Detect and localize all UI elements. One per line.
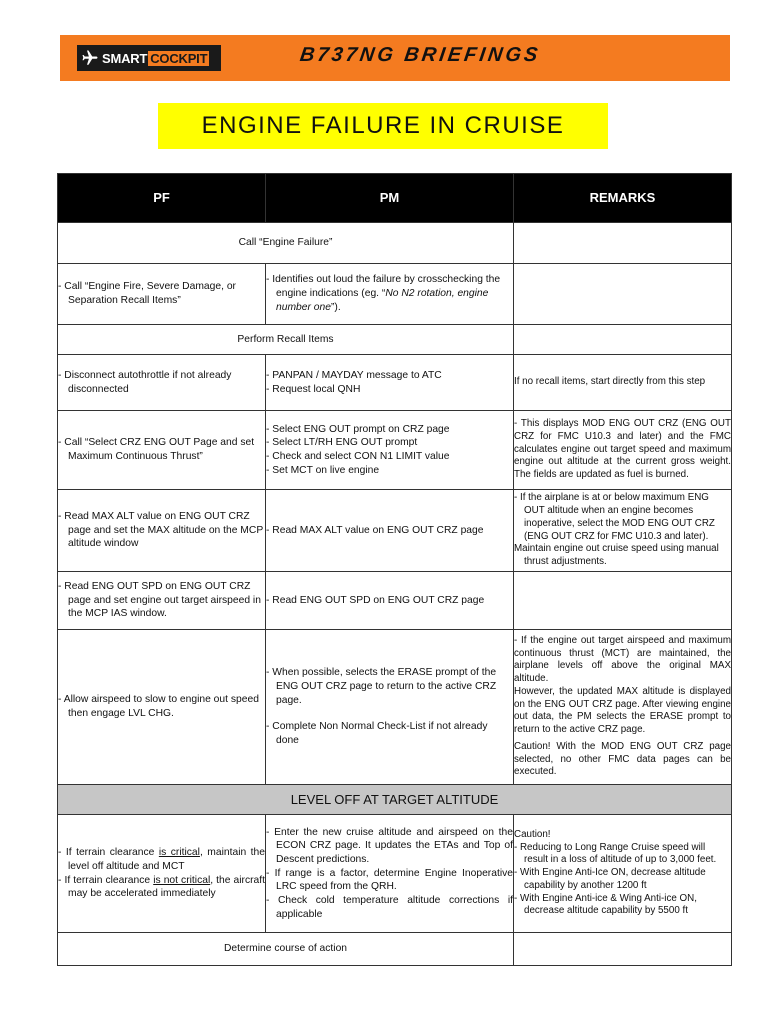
table-row (58, 411, 732, 490)
pm-text (266, 273, 513, 314)
logo-smart-text: SMART (102, 50, 148, 66)
pf-text: - Call “Select CRZ ENG OUT Page and set Maximum Continuous Thrust” (58, 437, 255, 462)
pm-text: - Enter the new cruise altitude and airspeed on the ECON CRZ page. It updates the ETAs and Top of Descent predictions. (266, 826, 513, 865)
header-banner (60, 35, 730, 81)
pf-text-a: - If terrain clearance (58, 874, 154, 886)
table-row (58, 630, 732, 785)
pf-text-underlined: is critical (158, 847, 200, 859)
remarks-cell (514, 933, 732, 966)
table-row (58, 355, 732, 411)
remarks-cell (514, 223, 732, 264)
remarks-cell: - This displays MOD ENG OUT CRZ (ENG OUT CRZ for FMC U10.3 and later) and the FMC calculates engine out target speed and maximum engine out altitude at the current gross weight. The fields are updated as fuel is burned. (514, 411, 732, 490)
table-row (58, 325, 732, 355)
pf-text (58, 874, 265, 901)
pf-cell (58, 815, 266, 933)
remarks-cell (514, 325, 732, 355)
remarks-cell (514, 264, 732, 325)
pf-text: - Call “Engine Fire, Severe Damage, or Separation Recall Items” (58, 281, 236, 306)
airplane-icon (80, 48, 100, 68)
pm-text: - Complete Non Normal Check-List if not already done (266, 721, 488, 747)
pm-text-c: ”). (330, 301, 341, 313)
pm-text: - Request local QNH (266, 383, 361, 395)
pf-text: - Allow airspeed to slow to engine out speed then engage LVL CHG. (58, 694, 259, 719)
pm-text: - When possible, selects the ERASE prompt of the ENG OUT CRZ page to return to the active CRZ page. (266, 667, 497, 706)
pm-text: - Select LT/RH ENG OUT prompt (266, 437, 418, 449)
remarks-text: - With Engine Anti-Ice ON, decrease altitude capability by another 1200 ft (514, 867, 706, 891)
pm-cell (266, 572, 514, 630)
remarks-text: - With Engine Anti-ice & Wing Anti-ice ON, decrease altitude capability by 5500 ft (514, 892, 697, 917)
pf-cell (58, 630, 266, 785)
remarks-cell (514, 630, 732, 785)
pm-cell (266, 630, 514, 785)
remarks-text: - Reducing to Long Range Cruise speed will result in a loss of altitude of up to 3,000 feet. (514, 841, 717, 866)
remarks-text: - If the airplane is at or below maximum ENG OUT altitude when an engine becomes inoperative, select the MOD ENG OUT CRZ (ENG OUT CRZ for FMC U10.3 and later). (514, 492, 715, 542)
pf-cell (58, 490, 266, 572)
pf-cell (58, 572, 266, 630)
pm-text: - Read ENG OUT SPD on ENG OUT CRZ page (266, 594, 485, 606)
row-perform-recall-items: Perform Recall Items (58, 325, 514, 355)
pf-text-a: - If terrain clearance (58, 847, 159, 859)
pf-text: - Disconnect autothrottle if not already disconnected (58, 369, 232, 395)
pf-cell (58, 411, 266, 490)
pm-cell (266, 411, 514, 490)
table-row (58, 490, 732, 572)
pf-text: - Read ENG OUT SPD on ENG OUT CRZ page and set engine out target airspeed in the MCP IAS window. (58, 580, 261, 620)
row-determine-course: Determine course of action (58, 933, 514, 966)
pm-text: - Check cold temperature altitude corrections if applicable (266, 895, 513, 920)
table-row (58, 785, 732, 815)
page-title-box (158, 103, 608, 149)
pm-text: - Check and select CON N1 LIMIT value (266, 451, 450, 462)
pm-text: - Set MCT on live engine (266, 464, 380, 476)
table-row (58, 815, 732, 933)
table-row (58, 223, 732, 264)
table-row (58, 572, 732, 630)
table-row (58, 933, 732, 966)
remarks-cell: If no recall items, start directly from this step (514, 355, 732, 411)
pm-text-a: - Identifies out loud the failure by crosschecking the engine indications (eg. “ (266, 274, 501, 300)
logo-cockpit-text: COCKPIT (150, 50, 208, 66)
pm-cell (266, 355, 514, 411)
pf-text-c: , maintain the level off altitude and MCT (68, 847, 265, 872)
pf-text-underlined: is not critical (153, 874, 211, 886)
column-header-remarks: REMARKS (514, 174, 732, 223)
pm-cell (266, 264, 514, 325)
remarks-caution-label: Caution! (514, 828, 551, 840)
procedure-table (57, 173, 732, 966)
pf-text (58, 846, 265, 873)
remarks-cell (514, 572, 732, 630)
remarks-caution-text: Caution! With the MOD ENG OUT CRZ page selected, no other FMC data pages can be executed. (514, 740, 731, 778)
pm-cell (266, 490, 514, 572)
pf-cell (58, 355, 266, 411)
pf-cell (58, 264, 266, 325)
section-level-off: LEVEL OFF AT TARGET ALTITUDE (58, 785, 732, 815)
pf-text-c: , the aircraft may be accelerated immediately (68, 874, 265, 900)
column-header-pm: PM (266, 174, 514, 223)
pf-text: - Read MAX ALT value on ENG OUT CRZ page and set the MAX altitude on the MCP altitude window (58, 510, 264, 550)
remarks-text: - If the engine out target airspeed and maximum continuous thrust (MCT) are maintained, the airplane levels off above the original MAX altitude. (514, 634, 731, 685)
remarks-cell (514, 490, 732, 572)
pm-text-italic: No N2 rotation, engine number one (276, 288, 489, 313)
pm-cell (266, 815, 514, 933)
remarks-text: Maintain engine out cruise speed using manual thrust adjustments. (514, 543, 719, 567)
pm-text: - PANPAN / MAYDAY message to ATC (266, 369, 442, 381)
page-title: ENGINE FAILURE IN CRUISE (201, 112, 565, 139)
column-header-pf: PF (58, 174, 266, 223)
remarks-text: However, the updated MAX altitude is displayed on the ENG OUT CRZ page. After viewing engine out data, the PM selects the ERASE prompt to return to the active CRZ page. (514, 685, 731, 736)
smartcockpit-logo (77, 45, 221, 71)
table-header-row (58, 174, 732, 223)
pm-text: - Read MAX ALT value on ENG OUT CRZ page (266, 524, 484, 536)
series-title: B737NG BRIEFINGS (298, 44, 542, 66)
row-call-engine-failure: Call “Engine Failure” (58, 223, 514, 264)
pm-text: - If range is a factor, determine Engine Inoperative LRC speed from the QRH. (266, 867, 513, 893)
pm-text: - Select ENG OUT prompt on CRZ page (266, 423, 450, 435)
table-row (58, 264, 732, 325)
remarks-cell (514, 815, 732, 933)
